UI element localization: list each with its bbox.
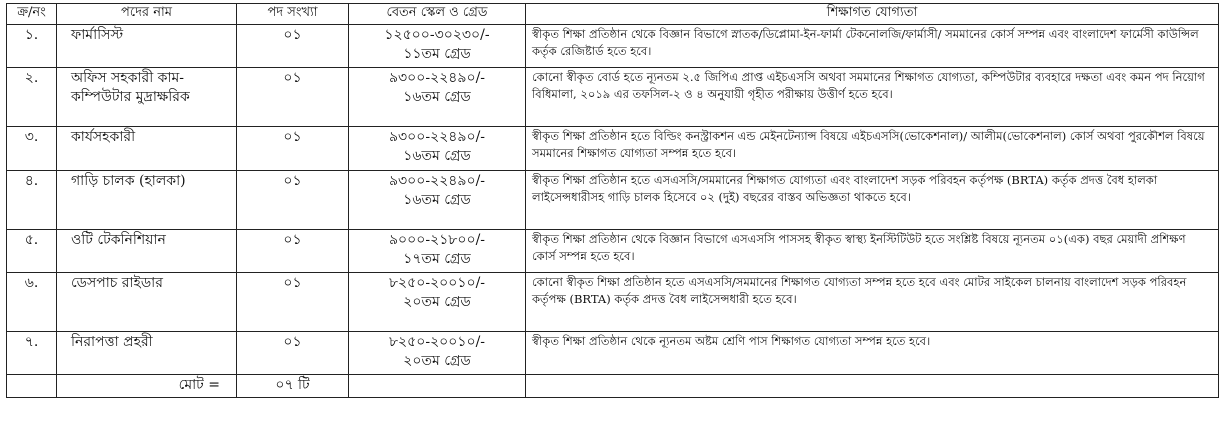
- post-table: [6, 3, 1219, 398]
- serial-cell: ৩.: [7, 127, 57, 171]
- serial-cell: ১.: [7, 25, 57, 68]
- table-row: [7, 171, 1219, 230]
- qualification-cell: কোনো স্বীকৃত শিক্ষা প্রতিষ্ঠান হতে এসএসসি/সমমানের শিক্ষাগত যোগ্যতা সম্পন্ন হতে হবে এবং মোটর সাইকেল চালনায় বাংলাদেশ সড়ক পরিবহন কর্তৃপক্ষ (BRTA) কর্তৃক প্রদত্ত বৈধ লাইসেন্সধারী হতে হবে।: [526, 273, 1219, 332]
- pay-grade: ২০তম গ্রেড: [403, 294, 471, 310]
- table-row: [7, 230, 1219, 273]
- pay-scale-cell: [349, 68, 526, 127]
- qualification-cell: স্বীকৃত শিক্ষা প্রতিষ্ঠান হতে এসএসসি/সমমানের শিক্ষাগত যোগ্যতা এবং বাংলাদেশ সড়ক পরিবহন কর্তৃপক্ষ (BRTA) কর্তৃক প্রদত্ত বৈধ হালকা লাইসেন্সধারীসহ গাড়ি চালক হিসেবে ০২ (দুই) বছরের বাস্তব অভিজ্ঞতা থাকতে হবে।: [526, 171, 1219, 230]
- post-count-cell: ০১: [237, 68, 349, 127]
- total-empty-cell: [7, 375, 57, 398]
- post-name-cell: ডেসপাচ রাইডার: [57, 273, 237, 332]
- header-post-count: পদ সংখ্যা: [237, 4, 349, 25]
- post-count-cell: ০১: [237, 127, 349, 171]
- table-row: [7, 273, 1219, 332]
- pay-grade: ১৬তম গ্রেড: [403, 89, 471, 105]
- total-label: মোট =: [57, 375, 237, 398]
- serial-cell: ৫.: [7, 230, 57, 273]
- total-empty-cell: [526, 375, 1219, 398]
- qualification-cell: স্বীকৃত শিক্ষা প্রতিষ্ঠান থেকে বিজ্ঞান বিভাগে স্নাতক/ডিপ্লোমা-ইন-ফার্মা টেকনোলজি/ফার্মাসী/ সমমানের কোর্স সম্পন্ন এবং বাংলাদেশ ফার্মেসী কাউন্সিল কর্তৃক রেজিষ্টার্ড হতে হবে।: [526, 25, 1219, 68]
- pay-scale-range: ৯৩০০-২২৪৯০/-: [388, 173, 486, 189]
- post-name-cell: ফার্মাসিস্ট: [57, 25, 237, 68]
- post-name-cell: গাড়ি চালক (হালকা): [57, 171, 237, 230]
- pay-grade: ১৭তম গ্রেড: [403, 251, 471, 267]
- qualification-cell: স্বীকৃত শিক্ষা প্রতিষ্ঠান থেকে বিজ্ঞান বিভাগে এসএসসি পাসসহ স্বীকৃত স্বাস্থ্য ইনস্টিটিউট হতে সংশ্লিষ্ট বিষয়ে ন্যূনতম ০১(এক) বছর মেয়াদী প্রশিক্ষণ কোর্স সম্পন্ন হতে হবে।: [526, 230, 1219, 273]
- table-row: [7, 127, 1219, 171]
- pay-scale-range: ৮২৫০-২০০১০/-: [388, 275, 486, 291]
- pay-scale-range: ৯৩০০-২২৪৯০/-: [388, 70, 486, 86]
- header-pay-scale: বেতন স্কেল ও গ্রেড: [349, 4, 526, 25]
- pay-scale-cell: [349, 230, 526, 273]
- pay-grade: ২০তম গ্রেড: [403, 353, 471, 369]
- serial-cell: ২.: [7, 68, 57, 127]
- pay-scale-range: ৯০০০-২১৮০০/-: [388, 232, 486, 248]
- total-row: [7, 375, 1219, 398]
- serial-cell: ৪.: [7, 171, 57, 230]
- pay-scale-cell: [349, 332, 526, 375]
- pay-scale-cell: [349, 127, 526, 171]
- recruitment-table-document: [6, 3, 1218, 435]
- total-value: ০৭ টি: [237, 375, 349, 398]
- header-serial: ক্র/নং: [7, 4, 57, 25]
- post-count-cell: ০১: [237, 171, 349, 230]
- qualification-cell: কোনো স্বীকৃত বোর্ড হতে ন্যূনতম ২.৫ জিপিএ প্রাপ্ত এইচএসসি অথবা সমমানের শিক্ষাগত যোগ্যতা, কম্পিউটার ব্যবহারে দক্ষতা এবং কমন পদ নিয়োগ বিধিমালা, ২০১৯ এর তফসিল-২ ও ৪ অনুযায়ী গৃহীত পরীক্ষায় উত্তীর্ণ হতে হবে।: [526, 68, 1219, 127]
- pay-scale-range: ৯৩০০-২২৪৯০/-: [388, 129, 486, 145]
- serial-cell: ৬.: [7, 273, 57, 332]
- post-name-cell: নিরাপত্তা প্রহরী: [57, 332, 237, 375]
- pay-grade: ১১তম গ্রেড: [403, 46, 471, 62]
- qualification-cell: স্বীকৃত শিক্ষা প্রতিষ্ঠান হতে বিল্ডিং কনস্ট্রাকশন এন্ড মেইনটেন্যান্স বিষয়ে এইচএসসি(ভোকেশনাল)/ আলীম(ভোকেশনাল) কোর্স অথবা পুরকৌশল বিষয়ে সমমানের শিক্ষাগত যোগ্যতা সম্পন্ন হতে হবে।: [526, 127, 1219, 171]
- header-post-name: পদের নাম: [57, 4, 237, 25]
- pay-grade: ১৬তম গ্রেড: [403, 148, 471, 164]
- table-row: [7, 68, 1219, 127]
- total-empty-cell: [349, 375, 526, 398]
- post-count-cell: ০১: [237, 230, 349, 273]
- header-qualification: শিক্ষাগত যোগ্যতা: [526, 4, 1219, 25]
- table-header-row: [7, 4, 1219, 25]
- pay-scale-range: ১২৫০০-৩০২৩০/-: [384, 27, 490, 43]
- table-row: [7, 25, 1219, 68]
- post-count-cell: ০১: [237, 273, 349, 332]
- post-count-cell: ০১: [237, 25, 349, 68]
- serial-cell: ৭.: [7, 332, 57, 375]
- pay-scale-cell: [349, 25, 526, 68]
- post-name-cell: ওটি টেকনিশিয়ান: [57, 230, 237, 273]
- pay-grade: ১৬তম গ্রেড: [403, 192, 471, 208]
- qualification-cell: স্বীকৃত শিক্ষা প্রতিষ্ঠান থেকে ন্যূনতম অষ্টম শ্রেণি পাস শিক্ষাগত যোগ্যতা সম্পন্ন হতে হবে।: [526, 332, 1219, 375]
- pay-scale-range: ৮২৫০-২০০১০/-: [388, 334, 486, 350]
- table-row: [7, 332, 1219, 375]
- post-name-cell: অফিস সহকারী কাম-কম্পিউটার মুদ্রাক্ষরিক: [57, 68, 237, 127]
- post-name-cell: কার্যসহকারী: [57, 127, 237, 171]
- pay-scale-cell: [349, 273, 526, 332]
- pay-scale-cell: [349, 171, 526, 230]
- post-count-cell: ০১: [237, 332, 349, 375]
